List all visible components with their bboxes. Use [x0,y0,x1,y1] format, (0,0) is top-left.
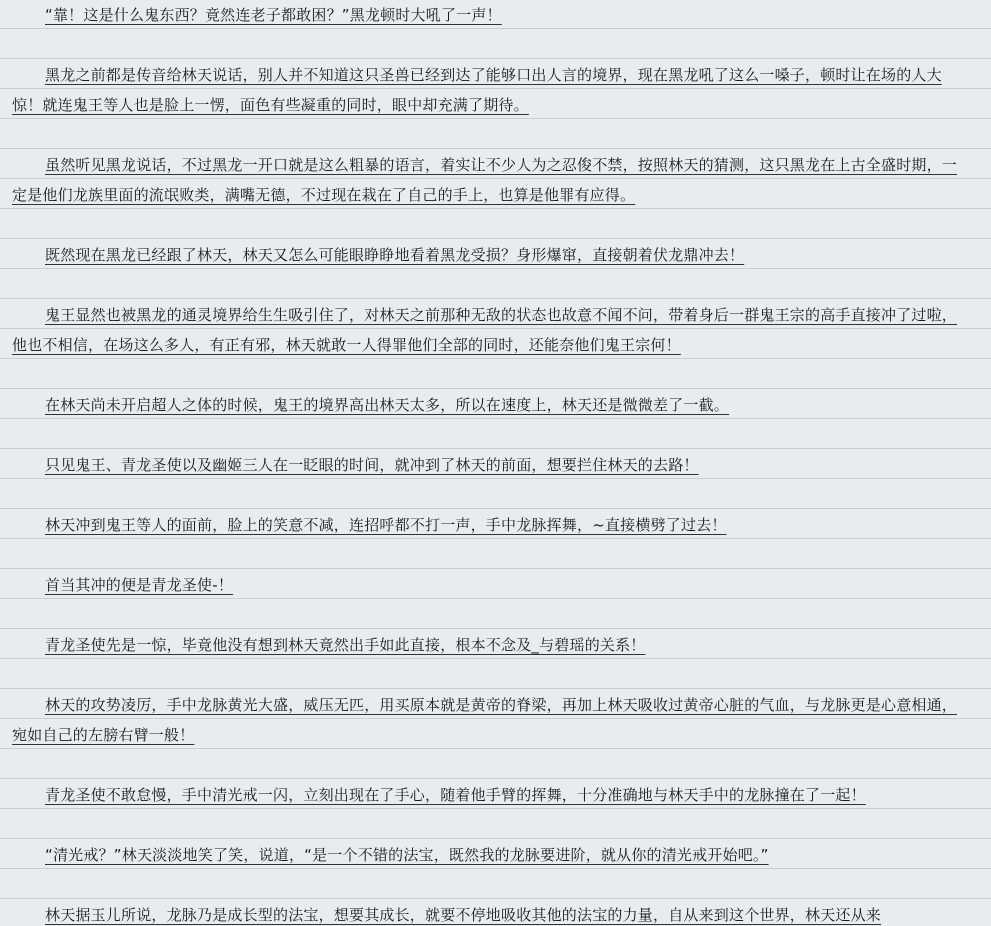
paragraph-text: 林天的攻势凌厉，手中龙脉黄光大盛，威压无匹，用买原本就是黄帝的脊梁，再加上林天吸收过黄帝心脏的气血，与龙脉更是心意相通，宛如自己的左膀右臂一般！ [12,696,958,744]
paragraph-text: 青龙圣使先是一惊，毕竟他没有想到林天竟然出手如此直接，根本不念及_与碧瑶的关系！ [45,636,646,654]
paragraph-gap [12,360,960,390]
paragraph-gap [12,120,960,150]
paragraph-text: 青龙圣使不敢怠慢，手中清光戒一闪，立刻出现在了手心，随着他手臂的挥舞，十分准确地与林天手中的龙脉撞在了一起！ [45,786,866,804]
paragraph [12,510,960,540]
paragraph [12,450,960,480]
paragraph-gap [12,30,960,60]
paragraph-text: “靠！这是什么鬼东西？竟然连老子都敢困？”黑龙顿时大吼了一声！ [45,6,502,24]
paragraph [12,900,960,926]
paragraph-text: 首当其冲的便是青龙圣使-！ [45,576,234,594]
paragraph-gap [12,480,960,510]
paragraph [12,690,960,750]
paragraph-text: “清光戒？”林天淡淡地笑了笑，说道，“是一个不错的法宝，既然我的龙脉要进阶，就从你的清光戒开始吧。” [45,846,769,864]
paragraph-gap [12,270,960,300]
paragraph-gap [12,810,960,840]
paragraph-text: 林天据玉儿所说，龙脉乃是成长型的法宝，想要其成长，就要不停地吸收其他的法宝的力量，自从来到这个世界，林天还从来 [45,906,882,924]
paragraph-text: 虽然听见黑龙说话，不过黑龙一开口就是这么粗暴的语言，着实让不少人为之忍俊不禁，按照林天的猜测，这只黑龙在上古全盛时期，一定是他们龙族里面的流氓败类，满嘴无德，不过现在栽在了自己的手上，也算是他罪有应得。 [12,156,958,204]
paragraph [12,300,960,360]
paragraph-gap [12,600,960,630]
paragraph [12,840,960,870]
paragraph-gap [12,870,960,900]
paragraph [12,570,960,600]
paragraph-text: 既然现在黑龙已经跟了林天，林天又怎么可能眼睁睁地看着黑龙受损？身形爆窜，直接朝着伏龙鼎冲去！ [45,246,745,264]
paragraph-text: 鬼王显然也被黑龙的通灵境界给生生吸引住了，对林天之前那种无敌的状态也故意不闻不问，带着身后一群鬼王宗的高手直接冲了过啦，他也不相信，在场这么多人，有正有邪，林天就敢一人得罪他们全部的同时，还能奈他们鬼王宗何！ [12,306,958,354]
paragraph-text: 在林天尚未开启超人之体的时候，鬼王的境界高出林天太多，所以在速度上，林天还是微微差了一截。 [45,396,730,414]
paragraph [12,60,960,120]
paragraph-gap [12,750,960,780]
paragraph-gap [12,660,960,690]
paragraph [12,390,960,420]
paragraph-gap [12,420,960,450]
paragraph [12,150,960,210]
paragraph-gap [12,540,960,570]
paragraph-text: 林天冲到鬼王等人的面前，脸上的笑意不减，连招呼都不打一声，手中龙脉挥舞，~直接横劈了过去！ [45,516,727,534]
paragraph-text: 黑龙之前都是传音给林天说话，别人并不知道这只圣兽已经到达了能够口出人言的境界，现在黑龙吼了这么一嗓子，顿时让在场的人大惊！就连鬼王等人也是脸上一愣，面色有些凝重的同时，眼中却充满了期待。 [12,66,942,114]
paragraph-text: 只见鬼王、青龙圣使以及幽姬三人在一眨眼的时间，就冲到了林天的前面，想要拦住林天的去路！ [45,456,699,474]
paragraph [12,240,960,270]
paragraph-gap [12,210,960,240]
paragraph [12,0,960,30]
paragraph [12,630,960,660]
reading-pane [12,0,960,926]
paragraph [12,780,960,810]
